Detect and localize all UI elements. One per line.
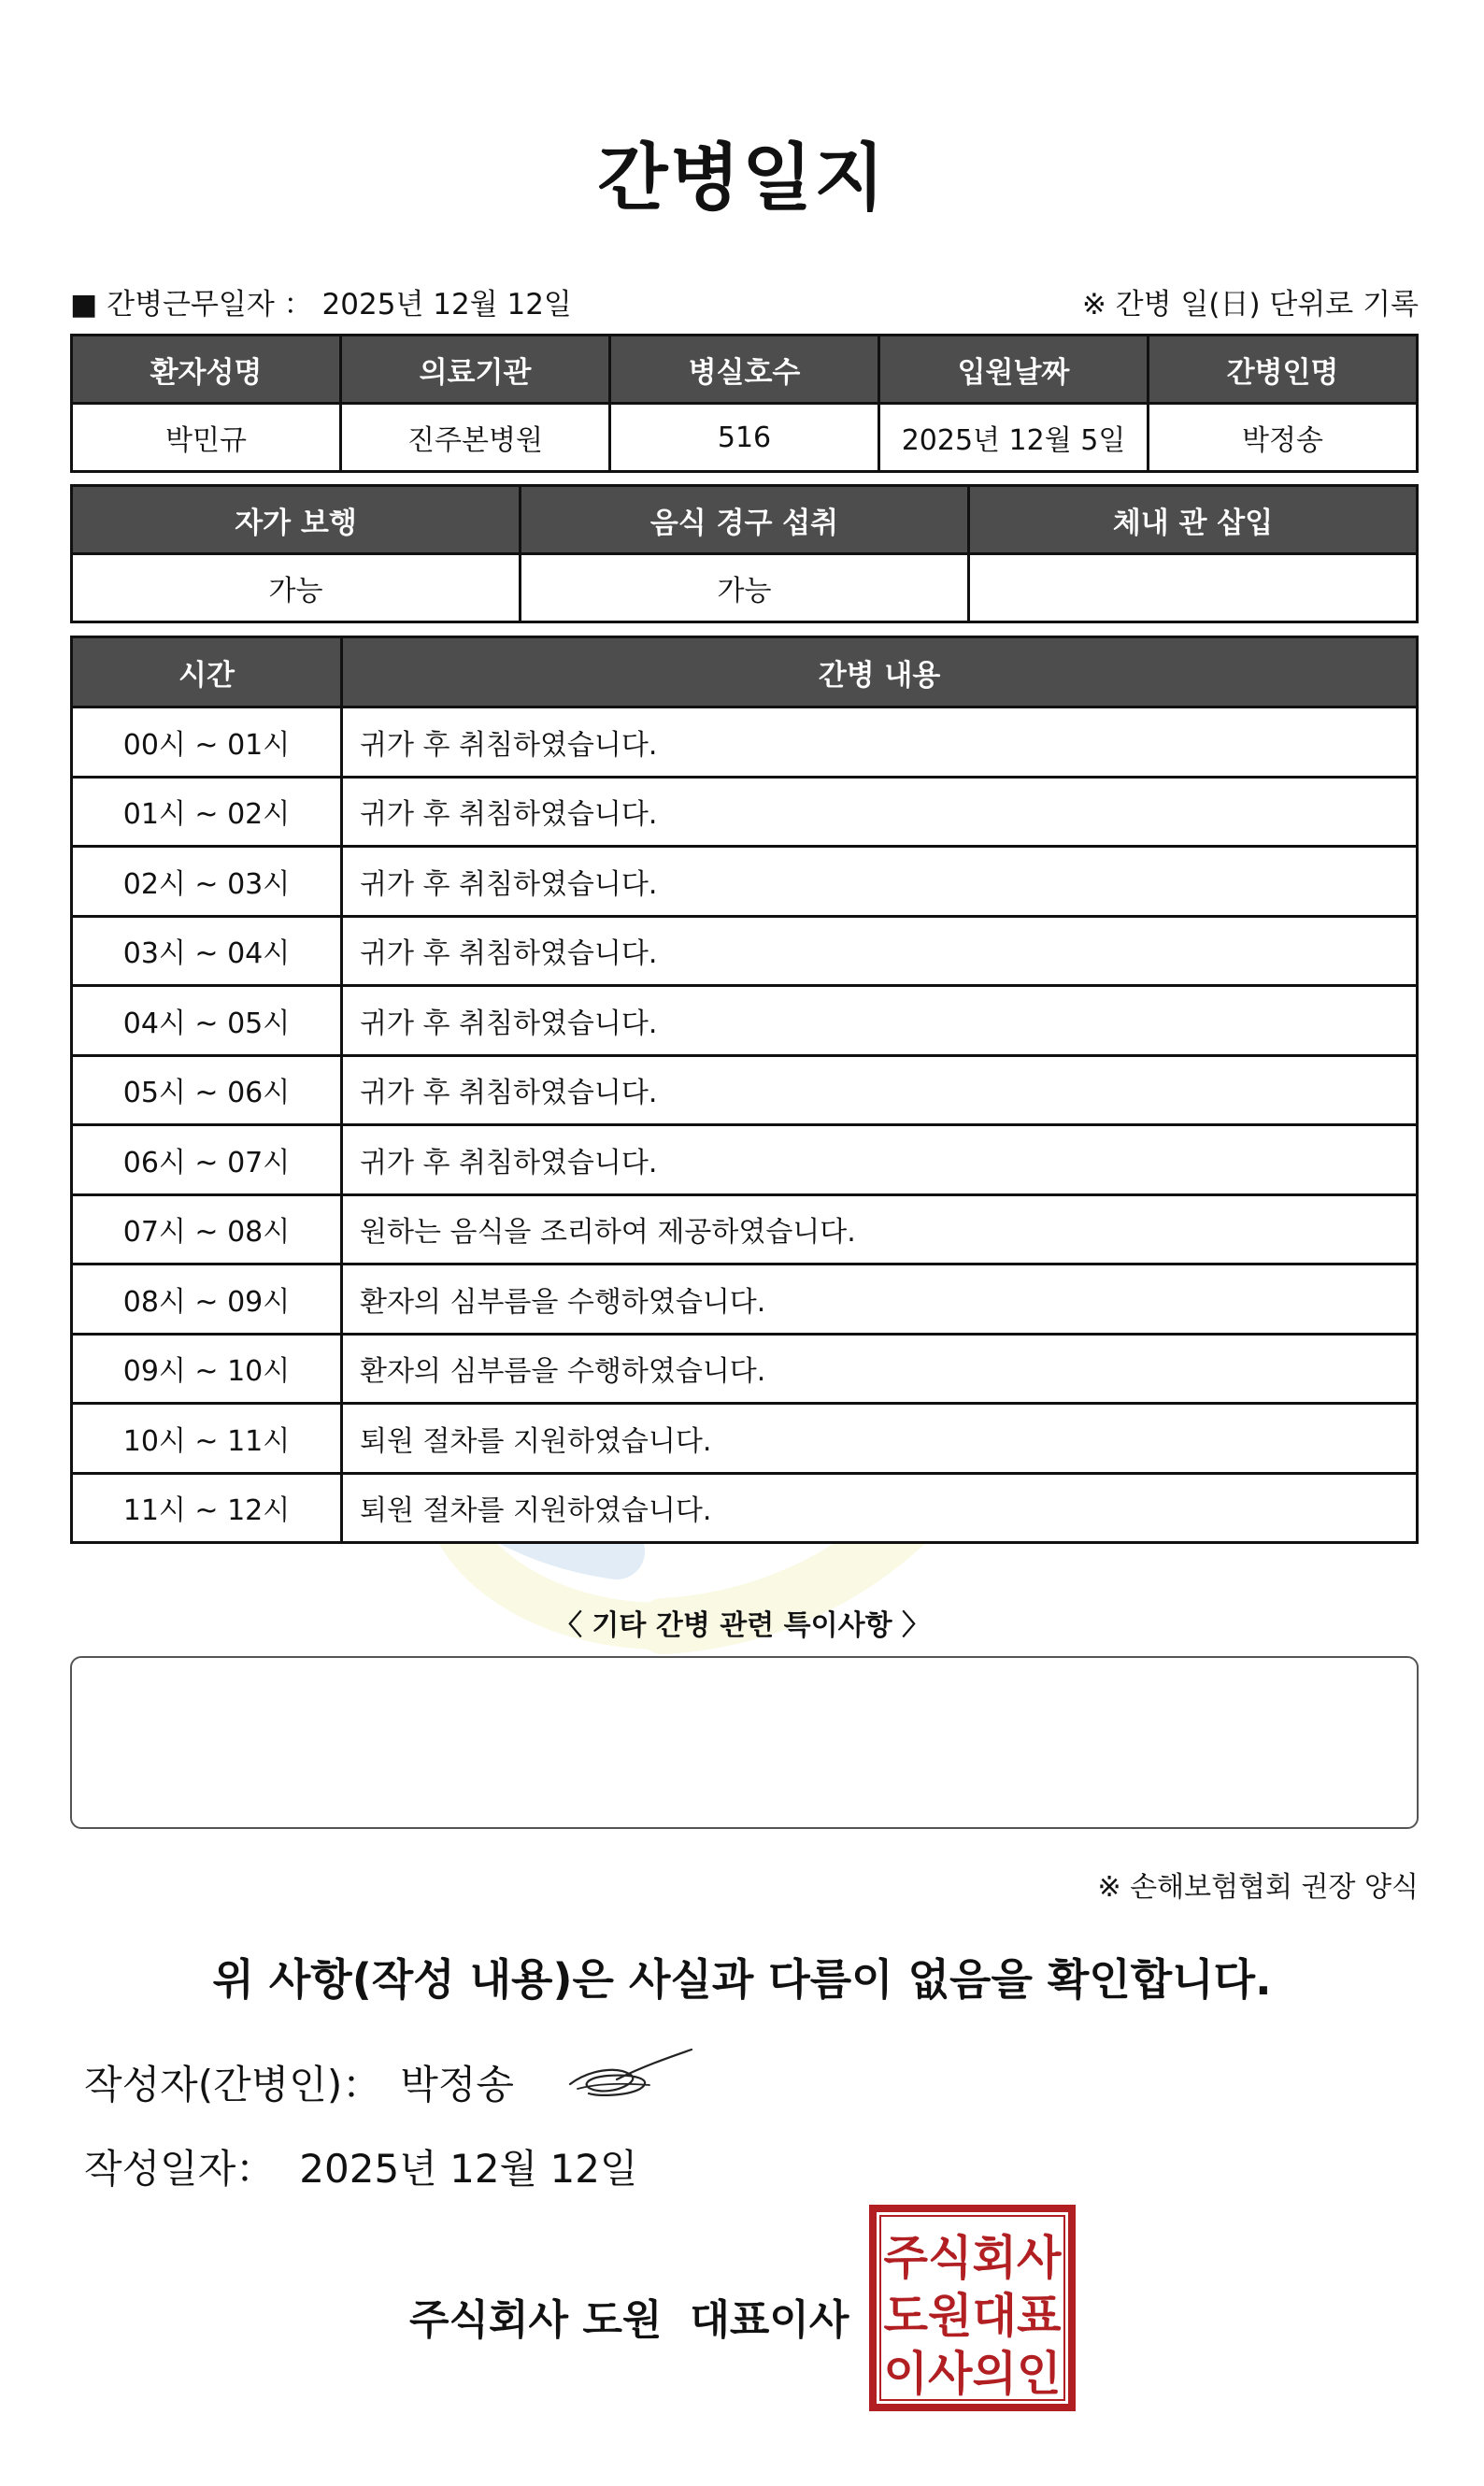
recommend-note: ※ 손해보험협회 권장 양식 <box>1097 1871 1419 1904</box>
company-seal-icon <box>867 2203 1077 2413</box>
work-date-label: ■ 간병근무일자 ： <box>70 288 313 321</box>
table-row <box>72 777 1418 847</box>
seal-line: 이사의인 <box>883 2347 1062 2401</box>
log-time: 06시 ~ 07시 <box>72 1125 342 1195</box>
confirmation-statement: 위 사항(작성 내용)은 사실과 다름이 없음을 확인합니다. <box>212 1954 1272 2005</box>
log-time: 09시 ~ 10시 <box>72 1334 342 1404</box>
writer-label: 작성자(간병인)： <box>84 2062 382 2107</box>
log-content: 퇴원 절차를 지원하였습니다. <box>342 1404 1418 1474</box>
notes-box <box>70 1656 1419 1829</box>
company-name: 주식회사 도원 <box>409 2296 663 2344</box>
table-row <box>72 1334 1418 1404</box>
work-date-value: 2025년 12월 12일 <box>321 288 572 321</box>
writer-line <box>84 2054 514 2110</box>
log-content: 귀가 후 취침하였습니다. <box>342 847 1418 917</box>
date-label: 작성일자： <box>84 2146 276 2192</box>
log-content: 귀가 후 취침하였습니다. <box>342 916 1418 986</box>
patient-name: 박민규 <box>72 404 341 472</box>
log-time: 05시 ~ 06시 <box>72 1055 342 1125</box>
admission-date: 2025년 12월 5일 <box>879 404 1149 472</box>
signature-icon <box>561 2042 701 2107</box>
table-row <box>72 1404 1418 1474</box>
log-content: 퇴원 절차를 지원하였습니다. <box>342 1473 1418 1543</box>
company-rep: 대표이사 <box>690 2296 849 2344</box>
log-time: 00시 ~ 01시 <box>72 707 342 778</box>
log-content: 귀가 후 취침하였습니다. <box>342 1055 1418 1125</box>
log-content: 원하는 음식을 조리하여 제공하였습니다. <box>342 1194 1418 1264</box>
log-time: 01시 ~ 02시 <box>72 777 342 847</box>
log-time: 02시 ~ 03시 <box>72 847 342 917</box>
log-time: 08시 ~ 09시 <box>72 1264 342 1335</box>
work-date <box>70 280 572 322</box>
status-header: 음식 경구 섭취 <box>521 486 969 554</box>
table-row <box>72 916 1418 986</box>
oral-intake-status: 가능 <box>521 554 969 622</box>
notes-title: 〈 기타 간병 관련 특이사항 〉 <box>553 1609 931 1642</box>
patient-info-table <box>70 334 1419 473</box>
log-header-content: 간병 내용 <box>342 637 1418 707</box>
info-header: 간병인명 <box>1149 336 1418 404</box>
table-row <box>72 707 1418 778</box>
tube-insertion-status <box>969 554 1418 622</box>
company-line <box>409 2286 849 2346</box>
page-title: 간병일지 <box>597 136 887 221</box>
written-date-line <box>84 2138 638 2194</box>
table-row <box>72 1264 1418 1335</box>
log-time: 07시 ~ 08시 <box>72 1194 342 1264</box>
info-header: 환자성명 <box>72 336 341 404</box>
log-header-time: 시간 <box>72 637 342 707</box>
info-header: 의료기관 <box>341 336 610 404</box>
log-content: 귀가 후 취침하였습니다. <box>342 707 1418 778</box>
caregiver-name: 박정송 <box>1149 404 1418 472</box>
table-row <box>72 1125 1418 1195</box>
date-value: 2025년 12월 12일 <box>299 2146 638 2192</box>
room-number: 516 <box>610 404 879 472</box>
seal-line: 주식회사 <box>883 2231 1063 2285</box>
log-time: 10시 ~ 11시 <box>72 1404 342 1474</box>
walking-status: 가능 <box>72 554 521 622</box>
hospital-name: 진주본병원 <box>341 404 610 472</box>
status-header: 자가 보행 <box>72 486 521 554</box>
log-time: 11시 ~ 12시 <box>72 1473 342 1543</box>
writer-name: 박정송 <box>400 2062 514 2107</box>
record-note: ※ 간병 일(日) 단위로 기록 <box>1081 288 1419 321</box>
table-row <box>72 1055 1418 1125</box>
log-content: 환자의 심부름을 수행하였습니다. <box>342 1264 1418 1335</box>
log-content: 귀가 후 취침하였습니다. <box>342 777 1418 847</box>
log-time: 04시 ~ 05시 <box>72 986 342 1056</box>
table-row <box>72 1473 1418 1543</box>
info-header: 병실호수 <box>610 336 879 404</box>
seal-line: 도원대표 <box>883 2289 1063 2343</box>
table-row <box>72 1194 1418 1264</box>
care-log-table <box>70 636 1419 1544</box>
log-content: 귀가 후 취침하였습니다. <box>342 986 1418 1056</box>
log-content: 귀가 후 취침하였습니다. <box>342 1125 1418 1195</box>
log-content: 환자의 심부름을 수행하였습니다. <box>342 1334 1418 1404</box>
info-header: 입원날짜 <box>879 336 1149 404</box>
table-row <box>72 986 1418 1056</box>
log-time: 03시 ~ 04시 <box>72 916 342 986</box>
status-header: 체내 관 삽입 <box>969 486 1418 554</box>
table-row <box>72 847 1418 917</box>
patient-status-table <box>70 484 1419 623</box>
